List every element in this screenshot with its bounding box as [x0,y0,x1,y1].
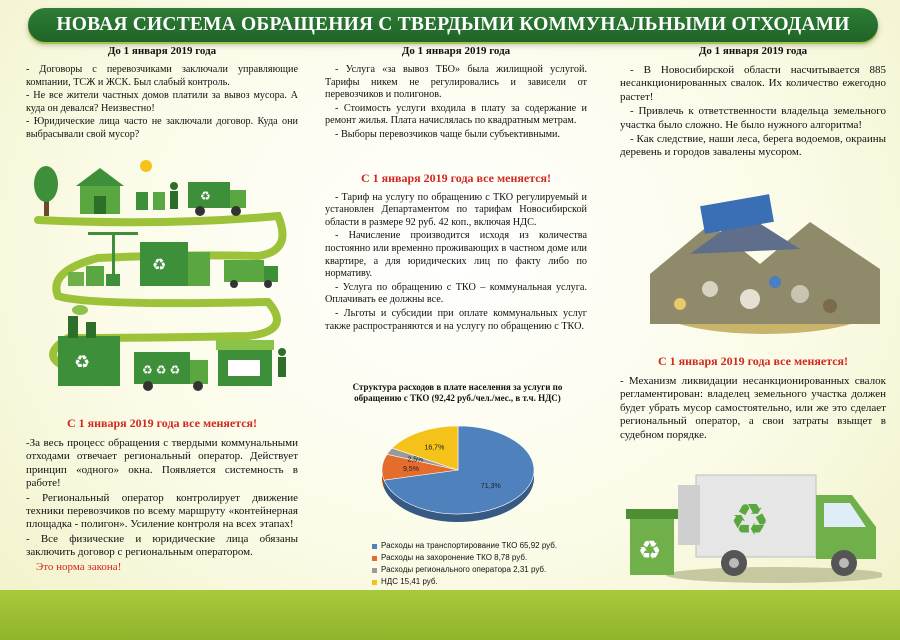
col3-change-paragraph: - Механизм ликвидации несанкционированных свалок регламентирован: владелец земельного участка должен будет убрать мусор самостоятельно, или же это сделает региональный оператор, а свои затраты взыщет в судебном порядке. [620,375,886,441]
column-right [620,44,886,161]
col2-change-paragraph: - Услуга по обращению с ТКО – коммунальная услуга. Оплачивать ее должны все. [325,281,587,306]
svg-text:♻: ♻ [152,257,167,274]
col1-change-paragraph: - Региональный оператор контролирует движение техники перевозчиков по всему маршруту «контейнерная площадка - полигон». Усиление контроля на всех этапах! [26,491,298,531]
person-icon [170,182,178,209]
recycle-truck-icon [188,182,246,216]
pie-data-label: 71,3% [480,483,501,491]
col1-change-paragraph: -За весь процесс обращения с твердыми коммунальными отходами отвечает региональный оператор. Действует принцип «одного» окна. Появляется системность в работе! [26,437,298,490]
col1-heading: До 1 января 2019 года [107,45,217,57]
pie-data-label: 16,7% [424,444,445,452]
column-left-changes [26,416,298,575]
legend-item [372,576,592,588]
col3-paragraph: - Как следствие, наши леса, берега водоемов, окраины деревень и городов завалены мусором. [620,133,886,159]
col1-paragraph: - Не все жители частных домов платили за вывоз мусора. А куда он девался? Неизвестно! [26,90,298,114]
legend-swatch [372,544,377,549]
person-icon [278,348,286,377]
svg-text:♻: ♻ [638,536,662,565]
house-icon [76,168,124,214]
col2-paragraph: - Выборы перевозчиков чаще были субъективными. [335,128,561,140]
legend-swatch [372,580,377,585]
svg-text:♻: ♻ [730,496,770,545]
col1-change-paragraph: - Все физические и юридические лица обязаны заключить договор с региональным оператором. [26,532,298,559]
shop-icon [216,340,274,386]
legend-label: НДС 15,41 руб. [381,577,438,586]
column-middle [325,44,587,334]
legend-swatch [372,568,377,573]
col1-paragraph: - Договоры с перевозчиками заключали управляющие компании, ТСЖ и ЖСК. Был слабый контроль. [26,64,298,88]
chart-title: Структура расходов в плате населения за услуги по обращению с ТКО (92,42 руб./чел./мес., в т.ч. НДС) [352,382,563,403]
column-right-changes [620,354,886,443]
svg-text:♻: ♻ [74,352,91,372]
col3-paragraph: - Привлечь к ответственности владельца земельного участка было сложно. Не было нужного алгоритма! [620,105,886,131]
pie-data-label: 9,5% [402,466,419,474]
legend-swatch [372,556,377,561]
recycling-plant-icon [140,242,210,286]
pie-chart [348,418,568,528]
recycle-bin-icon [136,192,165,210]
legend-label: Расходы регионального оператора 2,31 руб. [381,565,547,574]
sun-icon [140,160,152,172]
col3-change-heading: С 1 января 2019 года все меняется! [657,354,849,368]
factory-icon [58,305,120,386]
dump-illustration [650,194,880,334]
svg-text:♻: ♻ [200,189,211,203]
legend-label: Расходы на транспортирование ТКО 65,92 руб. [381,541,558,550]
garbage-truck-icon [626,455,882,587]
col2-change-paragraph: - Тариф на услугу по обращению с ТКО регулируемый и установлен Департаментом по тарифам Новосибирской области в размере 92 руб. 42 коп., включая НДС. [325,191,587,228]
recycle-truck-icon [224,260,278,288]
col2-change-paragraph: - Льготы и субсидии при оплате коммунальных услуг также распространяются и на услугу по обращению с ТКО. [325,307,587,332]
chart-legend [372,540,592,588]
legend-item [372,564,592,576]
col1-law-note: Это норма закона! [36,560,122,573]
col1-paragraph: - Юридические лица часто не заключали договор. Куда они выбрасывали свой мусор? [26,116,298,140]
legend-label: Расходы на захоронение ТКО 8,78 руб. [381,553,528,562]
pie-data-label: 2,5% [407,456,424,464]
legend-item [372,552,592,564]
svg-text:♻ ♻ ♻: ♻ ♻ ♻ [142,363,181,377]
col3-paragraph: - В Новосибирской области насчитывается 885 несанкционированных свалок. Их количество ежегодно растет! [620,64,886,103]
footer-band [0,590,900,640]
recycle-bin-icon [626,509,678,575]
recycling-cycle-illustration [28,156,296,416]
recycle-truck-icon [134,352,208,391]
col2-change-heading: С 1 января 2019 года все меняется! [360,170,552,185]
col2-heading: До 1 января 2019 года [401,45,511,57]
tree-icon [34,166,58,216]
col1-change-heading: С 1 января 2019 года все меняется! [66,416,258,430]
page-title: НОВАЯ СИСТЕМА ОБРАЩЕНИЯ С ТВЕРДЫМИ КОММУНАЛЬНЫМИ ОТХОДАМИ [28,8,878,42]
col2-change-paragraph: - Начисление производится исходя из количества постоянно или временно проживающих в частном доме или квартире, а для юридических лиц по факту либо по нормативу. [325,230,587,280]
col2-paragraph: - Услуга «за вывоз ТБО» была жилищной услугой. Тарифы никем не регулировались и зависели от перевозчиков и полигонов. [325,64,587,101]
col3-heading: До 1 января 2019 года [698,45,808,57]
column-left [26,44,298,143]
col2-paragraph: - Стоимость услуги входила в плату за содержание и ремонт жилья. Плата начислялась по квадратным метрам. [325,102,587,127]
legend-item [372,540,592,552]
